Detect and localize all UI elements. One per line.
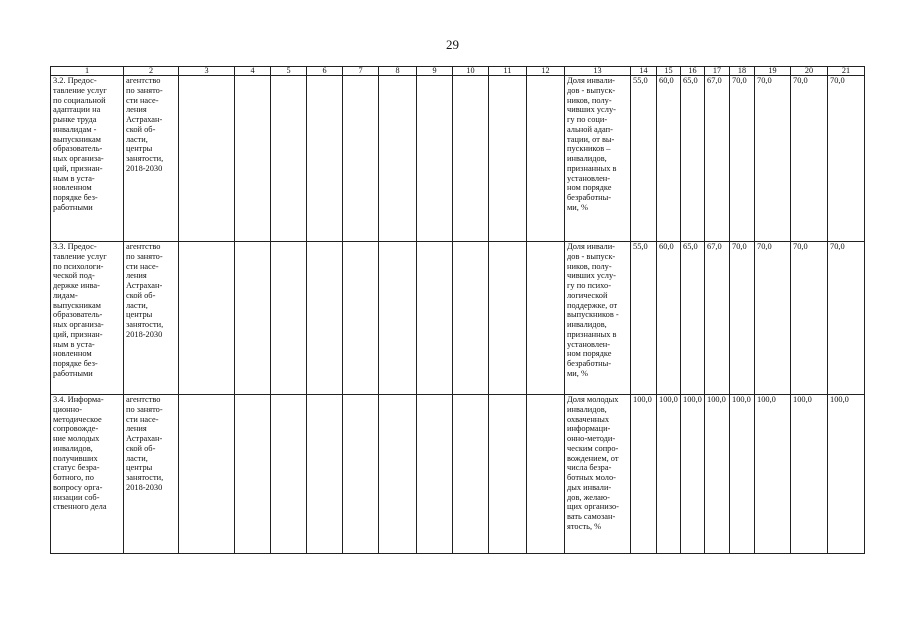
value-cell-text: 60,0 [659, 242, 674, 251]
header-row [51, 67, 865, 76]
column-number-7: 7 [343, 67, 379, 76]
value-cell [755, 76, 791, 242]
program-table [50, 66, 865, 554]
indicator-cell-text: Доля инвали- дов - выпуск- ников, полу- чивших услу- гу по соци- альной адап- тации, от вы- пускников – инвалидов, признанных в установлен- ном порядке безработны- ми, % [567, 76, 617, 212]
empty-cell [417, 76, 453, 242]
value-cell-text: 100,0 [659, 395, 678, 404]
value-cell-text: 70,0 [757, 242, 772, 251]
indicator-cell-text: Доля молодых инвалидов, охваченных информаци- онно-методи- ческим сопро- вождением, от числа безра- ботных моло- дых инвали- дов, желаю- щих организо- вать самозан- ятость, % [567, 395, 619, 531]
empty-cell [379, 242, 417, 395]
column-number-3: 3 [179, 67, 235, 76]
value-cell-text: 65,0 [683, 76, 698, 85]
value-cell [828, 242, 865, 395]
value-cell [657, 76, 681, 242]
column-number-8: 8 [379, 67, 417, 76]
value-cell-text: 70,0 [732, 242, 747, 251]
value-cell [705, 76, 730, 242]
value-cell [730, 76, 755, 242]
executor-cell [124, 395, 179, 554]
column-number-14: 14 [631, 67, 657, 76]
executor-cell-text: агентство по занято- сти насе- ления Астрахан- ской об- ласти, центры занятости, 2018-2030 [126, 395, 164, 492]
task-cell-text: 3.2. Предос- тавление услуг по социальной адаптации на рынке труда инвалидам - выпускникам образователь- ных организа- ций, признан- ным в уста- новленном порядке без- работными [53, 76, 107, 212]
value-cell [657, 242, 681, 395]
empty-cell [307, 242, 343, 395]
column-number-13: 13 [565, 67, 631, 76]
column-number-21: 21 [828, 67, 865, 76]
empty-cell [527, 242, 565, 395]
value-cell [631, 242, 657, 395]
table-row [51, 395, 865, 554]
value-cell [828, 395, 865, 554]
empty-cell [527, 76, 565, 242]
table-row [51, 242, 865, 395]
task-cell [51, 242, 124, 395]
value-cell-text: 100,0 [732, 395, 751, 404]
column-number-12: 12 [527, 67, 565, 76]
table-row [51, 76, 865, 242]
value-cell-text: 100,0 [707, 395, 726, 404]
column-number-4: 4 [235, 67, 271, 76]
empty-cell [417, 242, 453, 395]
value-cell-text: 70,0 [793, 242, 808, 251]
empty-cell [379, 395, 417, 554]
empty-cell [307, 395, 343, 554]
column-number-20: 20 [791, 67, 828, 76]
column-number-16: 16 [681, 67, 705, 76]
value-cell-text: 60,0 [659, 76, 674, 85]
empty-cell [235, 242, 271, 395]
task-cell [51, 76, 124, 242]
empty-cell [343, 76, 379, 242]
empty-cell [527, 395, 565, 554]
executor-cell [124, 242, 179, 395]
indicator-cell [565, 76, 631, 242]
indicator-cell-text: Доля инвали- дов - выпуск- ников, полу- чивших услу- гу по психо- логической поддержке, от выпускников - инвалидов, признанных в установлен- ном порядке безработны- ми, % [567, 242, 619, 378]
task-cell-text: 3.4. Информа- ционно- методическое сопровожде- ние молодых инвалидов, получивших статус безра- ботного, по вопросу орга- низации соб- ственного дела [53, 395, 107, 512]
indicator-cell [565, 395, 631, 554]
task-cell-text: 3.3. Предос- тавление услуг по психологи- ческой под- держке инва- лидам- выпускникам образователь- ных организа- ций, признан- ным в уста- новленном порядке без- работными [53, 242, 107, 378]
value-cell [755, 395, 791, 554]
indicator-cell [565, 242, 631, 395]
value-cell-text: 70,0 [830, 242, 845, 251]
task-cell [51, 395, 124, 554]
column-number-1: 1 [51, 67, 124, 76]
value-cell [755, 242, 791, 395]
value-cell [681, 395, 705, 554]
empty-cell [179, 395, 235, 554]
value-cell [705, 395, 730, 554]
empty-cell [343, 395, 379, 554]
value-cell-text: 100,0 [683, 395, 702, 404]
empty-cell [453, 395, 489, 554]
value-cell-text: 70,0 [732, 76, 747, 85]
empty-cell [343, 242, 379, 395]
value-cell-text: 70,0 [830, 76, 845, 85]
value-cell-text: 100,0 [633, 395, 652, 404]
value-cell-text: 65,0 [683, 242, 698, 251]
value-cell [791, 76, 828, 242]
executor-cell-text: агентство по занято- сти насе- ления Астрахан- ской об- ласти, центры занятости, 2018-2030 [126, 242, 164, 339]
value-cell [730, 395, 755, 554]
value-cell-text: 70,0 [793, 76, 808, 85]
empty-cell [179, 76, 235, 242]
value-cell-text: 100,0 [830, 395, 849, 404]
empty-cell [379, 76, 417, 242]
value-cell [828, 76, 865, 242]
column-number-5: 5 [271, 67, 307, 76]
executor-cell-text: агентство по занято- сти насе- ления Астрахан- ской об- ласти, центры занятости, 2018-2030 [126, 76, 164, 173]
column-number-11: 11 [489, 67, 527, 76]
page-number: 29 [446, 37, 459, 52]
empty-cell [453, 76, 489, 242]
value-cell-text: 55,0 [633, 76, 648, 85]
empty-cell [489, 76, 527, 242]
empty-cell [271, 395, 307, 554]
column-number-6: 6 [307, 67, 343, 76]
empty-cell [271, 76, 307, 242]
value-cell-text: 100,0 [757, 395, 776, 404]
column-number-19: 19 [755, 67, 791, 76]
column-number-15: 15 [657, 67, 681, 76]
value-cell [657, 395, 681, 554]
value-cell [791, 242, 828, 395]
column-number-2: 2 [124, 67, 179, 76]
value-cell [705, 242, 730, 395]
value-cell [631, 76, 657, 242]
empty-cell [179, 242, 235, 395]
column-number-9: 9 [417, 67, 453, 76]
empty-cell [307, 76, 343, 242]
value-cell-text: 67,0 [707, 242, 722, 251]
empty-cell [417, 395, 453, 554]
empty-cell [271, 242, 307, 395]
empty-cell [453, 242, 489, 395]
value-cell-text: 67,0 [707, 76, 722, 85]
empty-cell [235, 395, 271, 554]
column-number-17: 17 [705, 67, 730, 76]
value-cell [631, 395, 657, 554]
empty-cell [235, 76, 271, 242]
empty-cell [489, 242, 527, 395]
value-cell-text: 55,0 [633, 242, 648, 251]
value-cell-text: 70,0 [757, 76, 772, 85]
value-cell [791, 395, 828, 554]
executor-cell [124, 76, 179, 242]
column-number-10: 10 [453, 67, 489, 76]
value-cell [681, 76, 705, 242]
empty-cell [489, 395, 527, 554]
value-cell [730, 242, 755, 395]
column-number-18: 18 [730, 67, 755, 76]
value-cell-text: 100,0 [793, 395, 812, 404]
value-cell [681, 242, 705, 395]
